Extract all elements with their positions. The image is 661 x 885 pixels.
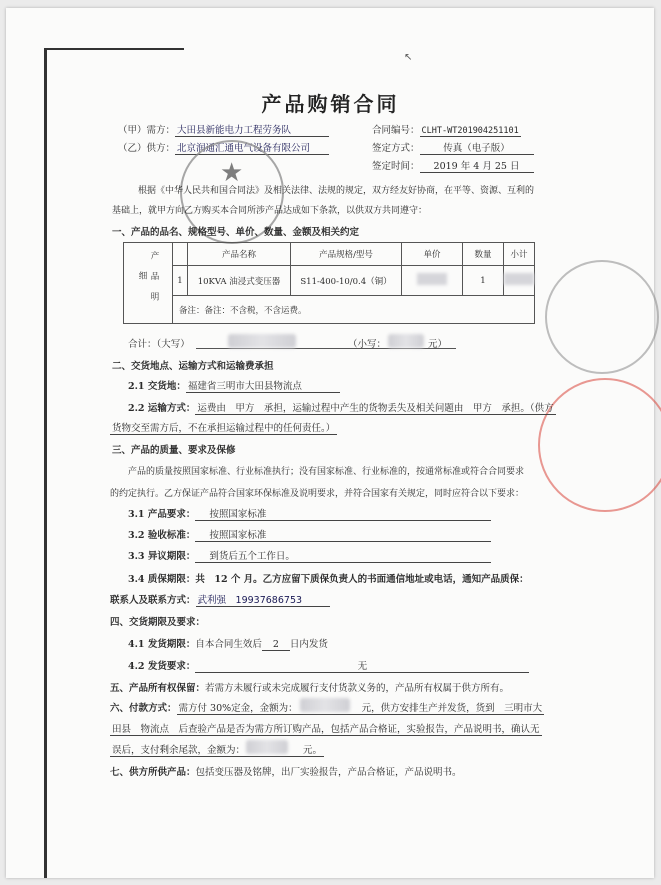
ship-time-row	[128, 636, 328, 651]
product-name: 10KVA 油浸式变压器	[188, 266, 291, 296]
warranty-label: 3.4 质保期限：	[128, 574, 196, 585]
section-5-text: 若需方未履行或未完成履行支付货款义务的，产品所有权属于供方所有。	[205, 683, 510, 694]
ship-time-post: 日内发货	[289, 639, 328, 650]
transport-label: 2.2 运输方式：	[128, 403, 196, 414]
ship-days: 2	[262, 639, 290, 651]
section-7-text: 包括变压器及铭牌，出厂实验报告，产品合格证，产品说明书。	[195, 767, 462, 778]
product-req: 按照国家标准	[195, 506, 491, 521]
contract-no-label: 合同编号：	[372, 125, 420, 136]
acceptance-label: 3.2 验收标准：	[128, 530, 196, 541]
payment-row-2	[110, 721, 542, 736]
seal-star-icon: ★	[220, 158, 244, 188]
total-small-label: （小写：	[348, 339, 387, 350]
contact-name: 武利强	[197, 595, 227, 606]
payment-text-a: 需方付 30%定金，金额为：	[177, 700, 300, 715]
buyer-name: 大田县新能电力工程劳务队	[175, 122, 329, 137]
section-2-heading: 二、交货地点、运输方式和运输费承担	[112, 361, 274, 372]
product-model: S11-400-10/0.4（铜）	[291, 266, 402, 296]
contract-no-row	[372, 122, 521, 137]
section-5-label: 五、产品所有权保留：	[110, 683, 206, 694]
objection: 到货后五个工作日。	[195, 548, 491, 563]
total-row	[128, 336, 190, 350]
buyer-label: （甲）需方：	[118, 125, 176, 136]
product-req-row	[128, 506, 491, 521]
table-header-cell: 产品规格/型号	[291, 243, 402, 266]
product-table	[123, 242, 535, 324]
sign-time-row	[372, 158, 534, 173]
payment-text-c: 田县 物流点 后查验产品是否为需方所订购产品，包括产品合格证，实验报告，产品说明书，确认无	[110, 721, 542, 736]
total-underline	[196, 348, 456, 349]
sign-time: 2019 年 4 月 25 日	[420, 158, 534, 173]
quantity: 1	[463, 266, 504, 296]
contact-row	[110, 592, 330, 607]
section-3-heading: 三、产品的质量、要求及保修	[112, 445, 236, 456]
ship-req-label: 4.2 发货要求：	[128, 661, 196, 672]
partial-seal-gray	[545, 260, 659, 374]
acceptance: 按照国家标准	[195, 527, 491, 542]
transport-text-1: 运费由 甲方 承担，运输过程中产生的货物丢失及相关问题由 甲方 承担。（供方	[195, 400, 555, 415]
table-header-cell: 小计	[504, 243, 535, 266]
table-header-cell: 单价	[402, 243, 463, 266]
total-label: 合计：（大写）	[128, 339, 190, 350]
table-side-header: 产品明细	[124, 243, 173, 324]
transport-text-2: 货物交至需方后，不在承担运输过程中的任何责任。）	[110, 420, 337, 435]
sign-method-label: 签定方式：	[372, 143, 420, 154]
ship-req-row	[128, 658, 529, 673]
buyer-row	[118, 122, 329, 137]
payment-text-d: 误后，支付剩余尾款，金额为：	[110, 742, 247, 757]
seller-name: 北京润通汇通电气设备有限公司	[175, 140, 329, 155]
payment-text-e: 元。	[301, 742, 324, 757]
contact-label: 联系人及联系方式：	[110, 595, 196, 606]
redacted-deposit	[300, 698, 350, 712]
quality-para-2: 的约定执行。乙方保证产品符合国家环保标准及说明要求，并符合国家有关规定，同时应符合以下要求：	[110, 489, 525, 499]
table-header-cell: 产品名称	[188, 243, 291, 266]
subtotal	[504, 266, 535, 296]
delivery-place-label: 2.1 交货地：	[128, 381, 186, 392]
table-remark: 备注：备注：不含税，不含运费。	[173, 296, 535, 324]
page-title: 产品购销合同	[261, 92, 400, 116]
product-req-label: 3.1 产品要求：	[128, 509, 196, 520]
objection-label: 3.3 异议期限：	[128, 551, 196, 562]
unit-price	[402, 266, 463, 296]
redacted-balance	[246, 740, 288, 754]
intro-line-2: 基础上，就甲方向乙方购买本合同所涉产品达成如下条款，以供双方共同遵守：	[112, 206, 428, 216]
row-number: 1	[173, 266, 188, 296]
ship-req: 无	[195, 658, 529, 673]
scan-edge	[44, 48, 184, 50]
total-small-end: 元）	[428, 339, 448, 350]
sign-time-label: 签定时间：	[372, 161, 420, 172]
delivery-place: 福建省三明市大田县物流点	[186, 378, 340, 393]
section-7-label: 七、供方所供产品：	[110, 767, 196, 778]
warranty: 共 12 个 月。乙方应留下质保负责人的书面通信地址或电话，通知产品质保：	[195, 574, 529, 585]
partial-seal-red	[538, 378, 661, 512]
payment-text-b: 元，供方安排生产并发货，货到 三明市大	[360, 700, 545, 715]
intro-line-1: 根据《中华人民共和国合同法》及相关法律、法规的规定，双方经友好协商，在平等、资源、互利的	[138, 186, 535, 196]
table-header-cell: 数量	[463, 243, 504, 266]
section-6-label: 六、付款方式：	[110, 703, 177, 714]
quality-para-1: 产品的质量按照国家标准、行业标准执行；没有国家标准、行业标准的，按通常标准或符合合同要求	[128, 467, 525, 477]
table-row	[124, 266, 535, 296]
redacted-total-upper	[228, 334, 296, 348]
ship-time-pre: 自本合同生效后	[195, 639, 262, 650]
seller-label: （乙）供方：	[118, 143, 176, 154]
contact-phone: 19937686753	[235, 595, 303, 606]
sign-method-row	[372, 140, 534, 155]
redacted-total-lower	[388, 334, 424, 348]
transport-row-2	[110, 420, 337, 435]
ship-time-label: 4.1 发货期限：	[128, 639, 196, 650]
section-1-heading: 一、产品的品名、规格型号、单价、数量、金额及相关约定	[112, 227, 360, 238]
warranty-row	[128, 571, 529, 585]
section-7-row	[110, 764, 462, 778]
scan-edge	[44, 48, 47, 878]
section-5-row	[110, 680, 509, 694]
cursor-icon: ↖	[404, 52, 413, 63]
transport-row	[128, 400, 556, 415]
objection-row	[128, 548, 491, 563]
payment-row-3	[110, 742, 324, 757]
acceptance-row	[128, 527, 491, 542]
sign-method: 传真（电子版）	[420, 140, 534, 155]
section-4-heading: 四、交货期限及要求：	[110, 617, 206, 628]
contract-no: CLHT-WT201904251101	[421, 126, 519, 136]
table-header-cell	[173, 243, 188, 266]
delivery-place-row	[128, 378, 340, 393]
